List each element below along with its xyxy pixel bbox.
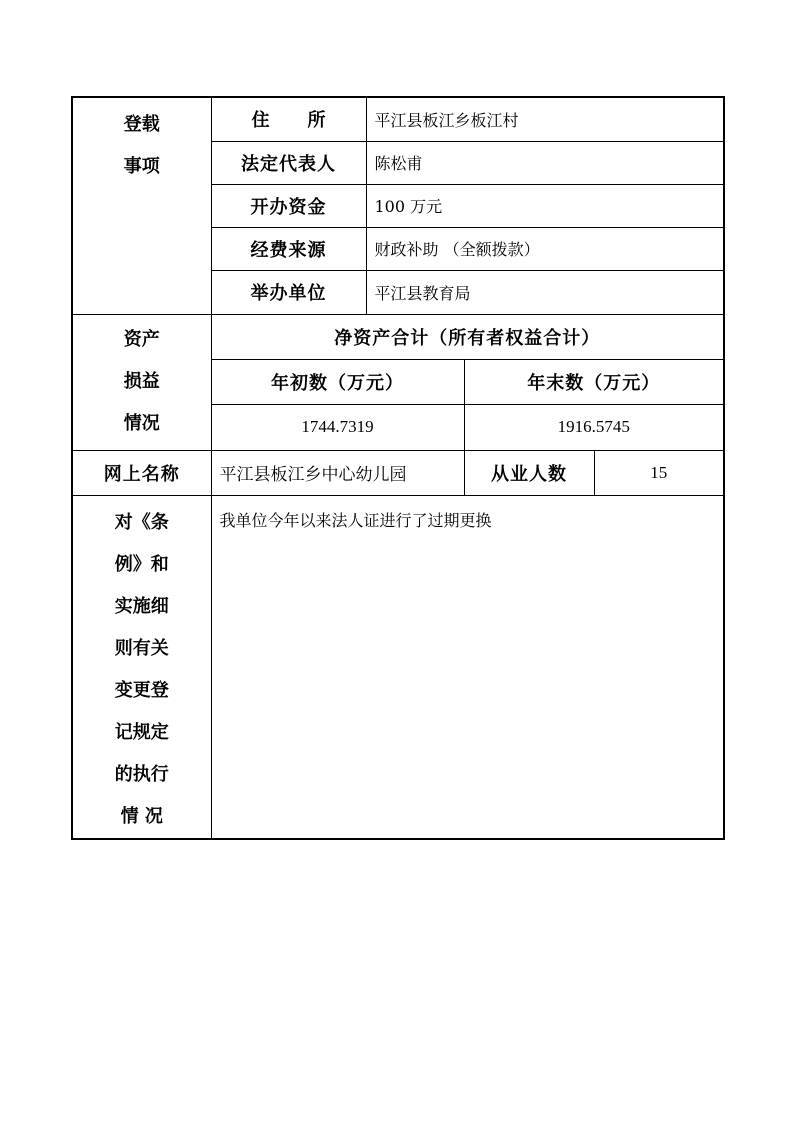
section-assets-label xyxy=(72,314,211,450)
regulation-label-line: 对《条 xyxy=(114,511,169,533)
value-legal-rep: 陈松甫 xyxy=(366,141,724,184)
section-assets-line1: 资产 xyxy=(123,329,160,350)
section-registration-line1: 登载 xyxy=(123,114,160,135)
value-staff-count: 15 xyxy=(594,450,724,495)
value-address: 平江县板江乡板江村 xyxy=(366,97,724,141)
section-registration-line2: 事项 xyxy=(123,156,160,177)
row-address xyxy=(72,97,724,141)
value-funding-source: 财政补助 （全额拨款） xyxy=(366,227,724,270)
label-funding-source: 经费来源 xyxy=(211,227,366,270)
registration-form-table xyxy=(71,96,725,840)
label-staff-count: 从业人数 xyxy=(464,450,594,495)
row-regulation xyxy=(72,495,724,839)
section-registration-label xyxy=(72,97,211,314)
row-online-name xyxy=(72,450,724,495)
regulation-label-line: 情 况 xyxy=(120,805,163,827)
section-assets-line2: 损益 xyxy=(123,371,160,392)
col-year-end: 年末数（万元） xyxy=(464,359,724,404)
regulation-label-line: 例》和 xyxy=(114,553,169,575)
col-year-begin: 年初数（万元） xyxy=(211,359,464,404)
net-assets-header: 净资产合计（所有者权益合计） xyxy=(211,314,724,359)
regulation-label-line: 记规定 xyxy=(114,721,169,743)
section-assets-line3: 情况 xyxy=(123,413,160,434)
value-year-begin: 1744.7319 xyxy=(211,404,464,450)
value-year-end: 1916.5745 xyxy=(464,404,724,450)
regulation-text: 我单位今年以来法人证进行了过期更换 xyxy=(211,495,724,839)
regulation-label-line: 的执行 xyxy=(114,763,169,785)
value-sponsor: 平江县教育局 xyxy=(366,270,724,314)
value-online-name: 平江县板江乡中心幼儿园 xyxy=(211,450,464,495)
regulation-label-line: 变更登 xyxy=(114,679,169,701)
row-net-assets-header xyxy=(72,314,724,359)
regulation-label-line: 实施细 xyxy=(114,595,169,617)
label-legal-rep: 法定代表人 xyxy=(211,141,366,184)
value-capital: 100 万元 xyxy=(366,184,724,227)
label-capital: 开办资金 xyxy=(211,184,366,227)
label-address: 住所 xyxy=(211,97,366,141)
section-regulation-label xyxy=(72,495,211,839)
regulation-label-line: 则有关 xyxy=(114,637,169,659)
label-sponsor: 举办单位 xyxy=(211,270,366,314)
label-online-name: 网上名称 xyxy=(72,450,211,495)
